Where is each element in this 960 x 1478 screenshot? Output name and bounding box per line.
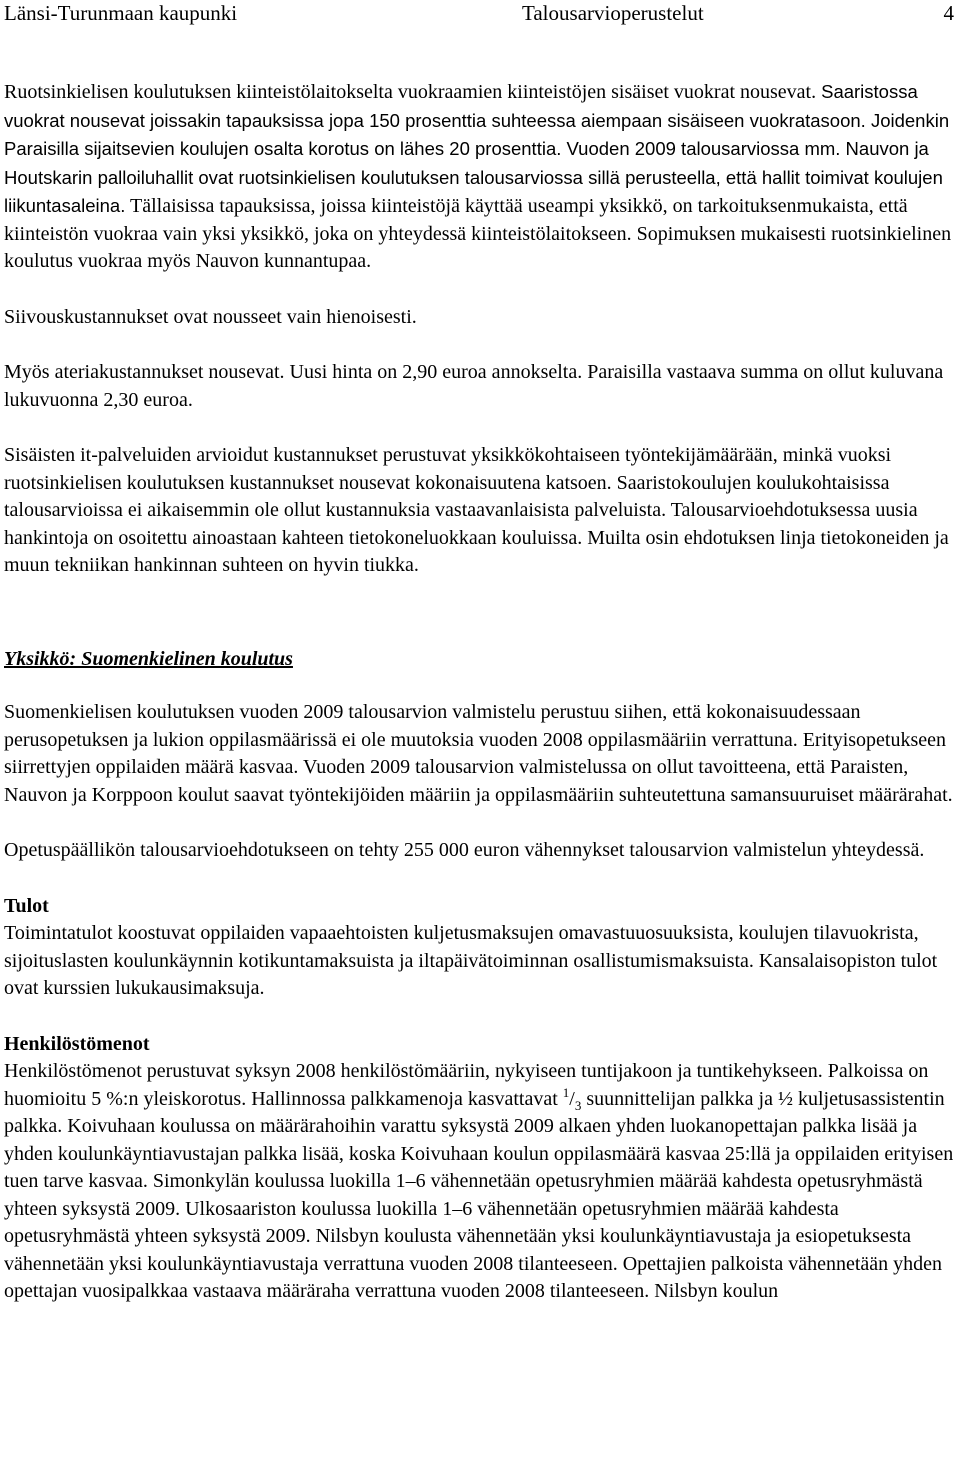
paragraph-tulot: Toimintatulot koostuvat oppilaiden vapaaehtoisten kuljetusmaksujen omavastuuosuuksista, koulujen tilavuokrista, sijoituslasten koulunkäynnin kotikuntamaksuista ja iltapäivätoiminnan osallistumismaksuista. Kansalaisopiston tulot ovat kurssien lukukausimaksuja. (4, 922, 938, 999)
document-body (4, 78, 954, 1334)
personnel-text-b: suunnittelijan palkka ja ½ kuljetusassistentin palkka. Koivuhaan koulussa on määrärahoihin varattu syksystä 2009 alkaen yhden luokanopettajan palkka lisää ja yhden koulunkäyntiavustajan palkka lisää, koska Koivuhaan koulun oppilasmäärä kasvaa 25:llä ja oppilaiden erityisen tuen tarve kasvaa. Simonkylän koulussa luokilla 1–6 vähennetään opetusryhmien määrää kahdesta opetusryhmästä yhteen syksystä 2009. Ulkosaariston koulussa luokilla 1–6 vähennetään opetusryhmien määrää kahdesta opetusryhmästä yhteen syksystä 2009. Nilsbyn koulusta vähennetään yksi koulunkäyntiavustaja ja esiopetuksesta vähennetään yksi koulunkäyntiavustaja verrattuna vuoden 2008 tilanteeseen. Opettajien palkoista vähennetään yhden opettajan vuosipalkkaa vastaava määräraha verrattuna vuoden 2008 tilanteeseen. Nilsbyn koulun (4, 1087, 954, 1302)
heading-tulot: Tulot (4, 894, 49, 917)
paragraph-rents (4, 78, 954, 276)
rents-sentence-1: Ruotsinkielisen koulutuksen kiinteistölaitokselta vuokraamien kiinteistöjen sisäiset vuokrat nousevat. (4, 81, 817, 103)
paragraph-it-services: Sisäisten it-palveluiden arvioidut kustannukset perustuvat yksikkökohtaiseen työntekijämäärään, minkä vuoksi ruotsinkielisen koulutuksen kustannukset nousevat kokonaisuutena katsoen. Saaristokoulujen koulukohtaisissa talousarvioissa ei aikaisemmin ole ollut kustannuksia vastaavanlaisista palveluista. Talousarvioehdotuksessa uusia hankintoja on osoitettu ainoastaan kahteen tietokoneluokkaan kouluissa. Muilta osin ehdotuksen linja tietokoneiden ja muun tekniikan hankinnan suhteen on hyvin tiukka. (4, 444, 949, 576)
paragraph-cleaning: Siivouskustannukset ovat nousseet vain hienoisesti. (4, 305, 417, 328)
personnel-text-a: Henkilöstömenot perustuvat syksyn 2008 henkilöstömääriin, nykyiseen tuntijakoon ja tuntikehykseen. Palkoissa on huomioitu 5 %:n yleiskorotus. Hallinnossa palkkamenoja kasvattavat (4, 1060, 929, 1110)
fraction-denominator: 3 (574, 1097, 582, 1113)
fraction-numerator: 1 (562, 1084, 570, 1100)
rents-sentence-3: Tällaisissa tapauksissa, joissa kiinteistöjä käyttää useampi yksikkö, on tarkoituksenmukaista, että kiinteistön vuokraa vain yksi yksikkö, joka on yhteydessä kiinteistölaitokseen. Sopimuksen mukaisesti ruotsinkielinen koulutus vuokraa myös Nauvon kunnantupaa. (4, 195, 952, 272)
heading-henkilostomenot: Henkilöstömenot (4, 1032, 150, 1055)
fraction-slash: / (569, 1087, 575, 1110)
rents-sentence-2: Saaristossa vuokrat nousevat joissakin tapauksissa jopa 150 prosenttia suhteessa aiempaan sisäiseen vuokratasoon. Joidenkin Paraisilla sijaitsevien koulujen osalta korotus on lähes 20 prosenttia. Vuoden 2009 talousarviossa mm. Nauvon ja Houtskarin palloiluhallit ovat ruotsinkielisen koulutuksen talousarviossa sillä perusteella, että hallit toimivat koulujen liikuntasaleina. (4, 81, 950, 216)
unit-title: Yksikkö: Suomenkielinen koulutus (4, 647, 293, 670)
page-header (0, 0, 960, 28)
paragraph-meals: Myös ateriakustannukset nousevat. Uusi hinta on 2,90 euroa annokselta. Paraisilla vastaava summa on ollut kuluvana lukuvuonna 2,30 euroa. (4, 361, 944, 411)
paragraph-reductions: Opetuspäällikön talousarvioehdotukseen on tehty 255 000 euron vähennykset talousarvion valmistelun yhteydessä. (4, 839, 925, 861)
paragraph-finnish-education: Suomenkielisen koulutuksen vuoden 2009 talousarvion valmistelu perustuu siihen, että kokonaisuudessaan perusopetuksen ja lukion oppilasmäärissä ei ole muutoksia vuoden 2008 oppilasmääriin verrattuna. Erityisopetukseen siirrettyjen oppilaiden määrä kasvaa. Vuoden 2009 talousarvion valmistelussa on ollut tavoitteena, että Paraisten, Nauvon ja Korppoon koulut saavat työntekijöiden määriin ja oppilasmääriin suhteutettuna samansuuruiset määrärahat. (4, 701, 953, 806)
header-organization: Länsi-Turunmaan kaupunki (4, 1, 238, 25)
header-page-number: 4 (943, 1, 954, 25)
paragraph-henkilostomenot (4, 1058, 954, 1306)
header-document-title: Talousarvioperustelut (522, 1, 704, 25)
